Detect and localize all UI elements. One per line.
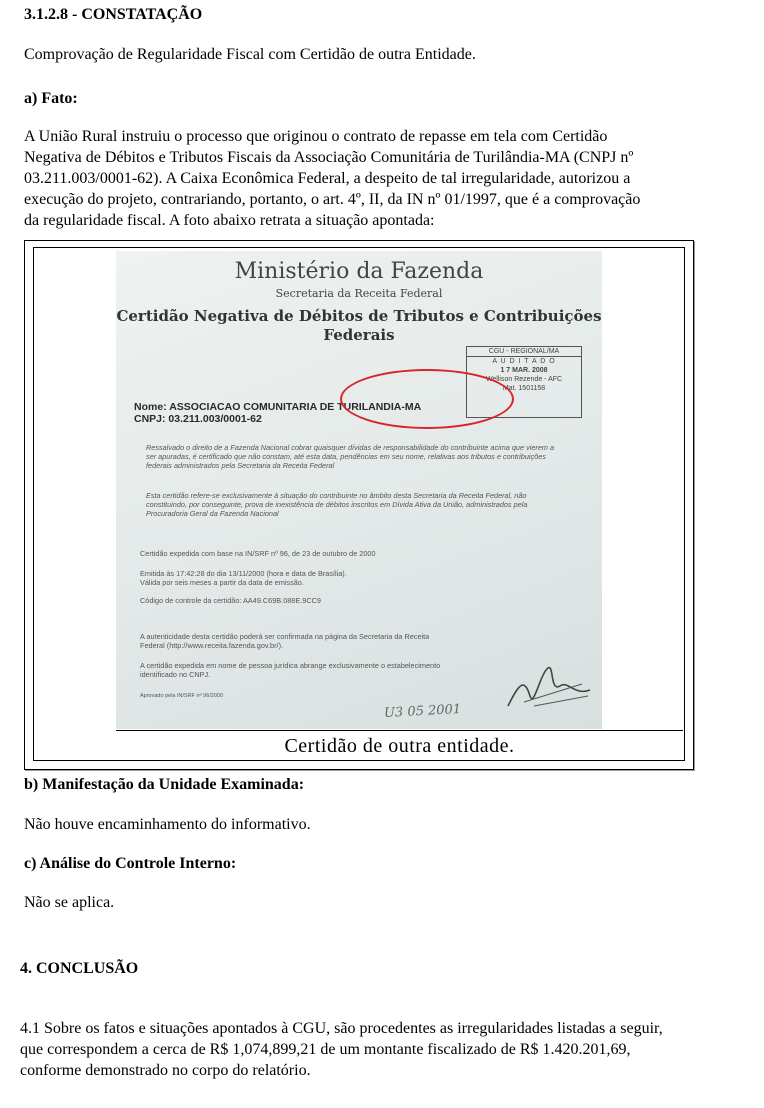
section-subtitle: Comprovação de Regularidade Fiscal com Certidão de outra Entidade. — [24, 46, 476, 63]
stamp-date: 1 7 MAR. 2008 — [500, 367, 548, 374]
cert-paragraph-1: Ressalvado o direito de a Fazenda Nacional cobrar quaisquer dívidas de responsabilidade do contribuinte acima que vierem a ser apuradas, é certificado que não constam, até esta data, pendências em seu nome, relativas aos tributos e contribuições federais administrados pela Secretaria da Receita Federal — [146, 443, 555, 470]
signature — [504, 656, 596, 716]
secretariat-subtitle: Secretaria da Receita Federal — [275, 287, 443, 300]
stamp-mat: Mat. 1501158 — [502, 385, 546, 392]
photo-caption: Certidão de outra entidade. — [284, 735, 515, 757]
conclusao-line: 4.1 Sobre os fatos e situações apontados à CGU, são procedentes as irregularidades listadas a seguir, — [20, 1020, 663, 1037]
photo-inner-frame — [33, 247, 685, 761]
certificate-photo — [116, 251, 602, 729]
cert-cnpj-line-1: A certidão expedida em nome de pessoa jurídica abrange exclusivamente o estabelecimento — [140, 661, 441, 670]
section-heading: 3.1.2.8 - CONSTATAÇÃO — [24, 6, 203, 23]
conclusao-line: que correspondem a cerca de R$ 1,074,899,21 de um montante fiscalizado de R$ 1.420.201,69, — [20, 1041, 631, 1058]
fato-line: A União Rural instruiu o processo que originou o contrato de repasse em tela com Certidão — [24, 128, 608, 145]
cert-auth-line-2: Federal (http://www.receita.fazenda.gov.br/). — [140, 641, 284, 650]
ministry-title: Ministério da Fazenda — [234, 259, 484, 284]
stamp-regional: CGU - REGIONAL/MA — [467, 347, 581, 357]
stamp-audited: A U D I T A D O — [492, 358, 556, 365]
certificate-title-line2: Federais — [323, 326, 395, 344]
conclusao-paragraph — [20, 1018, 700, 1081]
cert-auth-line-1: A autenticidade desta certidão poderá ser confirmada na página da Secretaria da Receita — [140, 632, 430, 641]
analise-text: Não se aplica. — [24, 894, 115, 911]
entity-name: Nome: ASSOCIACAO COMUNITARIA DE TURILANDIA-MA — [134, 401, 422, 413]
manifestacao-heading: b) Manifestação da Unidade Examinada: — [24, 776, 305, 793]
entity-cnpj: CNPJ: 03.211.003/0001-62 — [134, 413, 262, 425]
cert-paragraph-2: Esta certidão refere-se exclusivamente à situação do contribuinte no âmbito desta Secretaria da Receita Federal, não constituindo, por conseguinte, prova de inexistência de débitos inscritos em Dívida Ativa da União, administrados pela Procuradoria Geral da Fazenda Nacional — [146, 491, 528, 518]
cert-cnpj-line-2: identificado no CNPJ. — [140, 670, 211, 679]
cert-code-line: Código de controle da certidão: AA49.C69B.088E.9CC9 — [140, 596, 321, 605]
cert-emit-line: Emitida às 17:42:28 do dia 13/11/2000 (hora e data de Brasília). — [140, 569, 347, 578]
cert-in-line: Certidão expedida com base na IN/SRF nº 96, de 23 de outubro de 2000 — [140, 549, 376, 558]
red-highlight-circle — [340, 369, 514, 429]
manifestacao-text: Não houve encaminhamento do informativo. — [24, 816, 311, 833]
caption-box — [116, 730, 683, 759]
cert-approved-line: Aprovado pela IN/SRF nº 96/2000 — [140, 693, 224, 699]
fato-line: 03.211.003/0001-62). A Caixa Econômica Federal, a despeito de tal irregularidade, autorizou a — [24, 170, 631, 187]
fato-line: Negativa de Débitos e Tributos Fiscais da Associação Comunitária de Turilândia-MA (CNPJ nº — [24, 149, 634, 166]
certificate-title — [116, 307, 602, 345]
fato-line: da regularidade fiscal. A foto abaixo retrata a situação apontada: — [24, 212, 435, 229]
certificate-title-line1: Certidão Negativa de Débitos de Tributos e Contribuições — [116, 307, 602, 325]
fato-heading: a) Fato: — [24, 90, 78, 107]
conclusao-line: conforme demonstrado no corpo do relatório. — [20, 1062, 311, 1079]
conclusao-heading: 4. CONCLUSÃO — [20, 960, 139, 977]
stamp-auditor: Wellison Rezende - AFC — [485, 376, 563, 383]
handwritten-date: U3 05 2001 — [383, 701, 462, 722]
analise-heading: c) Análise do Controle Interno: — [24, 855, 237, 872]
fato-paragraph — [24, 126, 700, 231]
cert-valid-line: Válida por seis meses a partir da data de emissão. — [140, 578, 304, 587]
fato-line: execução do projeto, contrariando, portanto, o art. 4º, II, da IN nº 01/1997, que é a comprovação — [24, 191, 641, 208]
photo-frame — [24, 240, 694, 770]
